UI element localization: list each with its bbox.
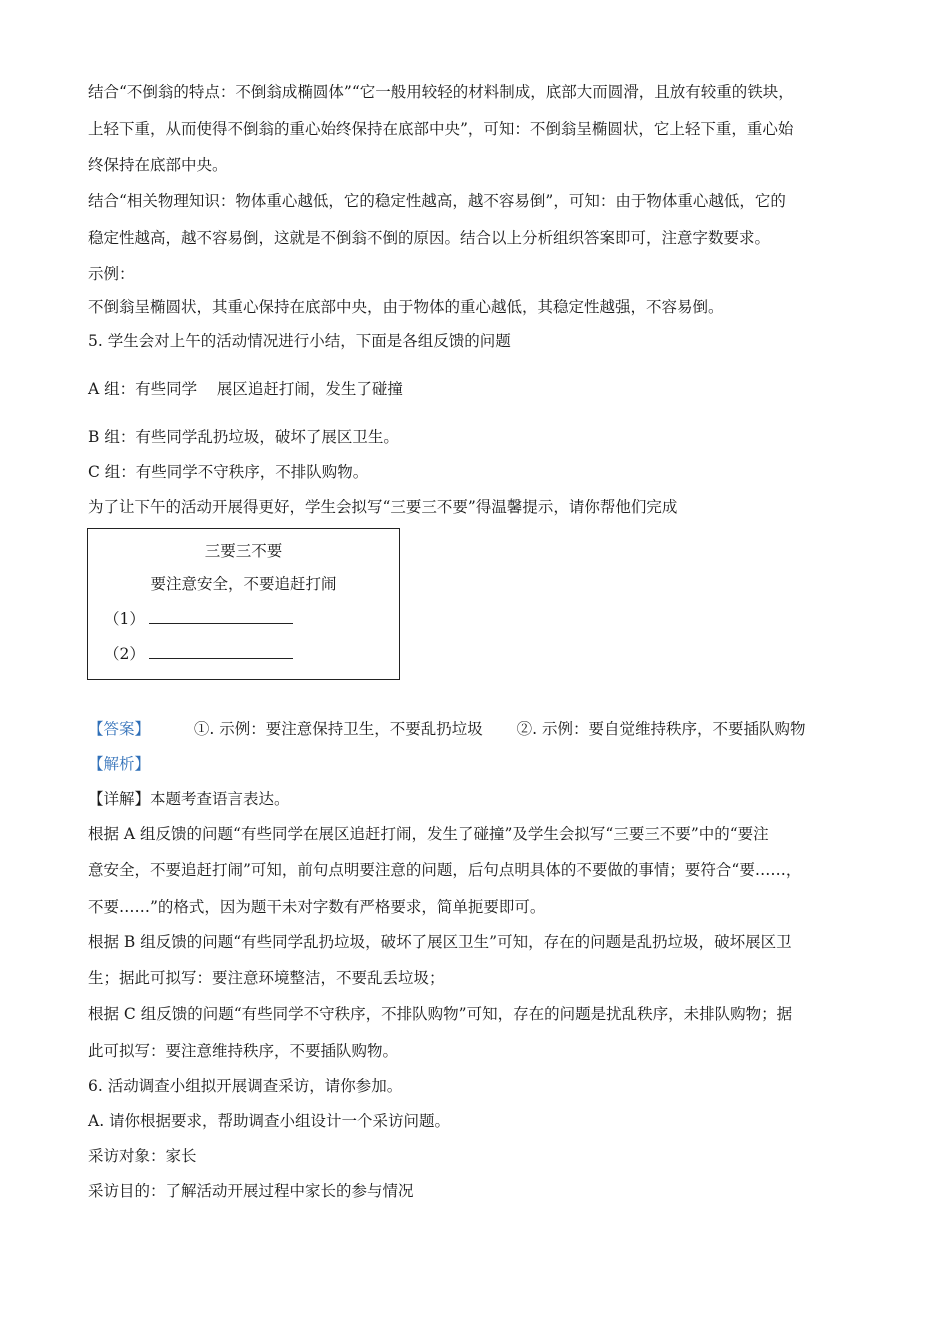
interview-purpose: 采访目的：了解活动开展过程中家长的参与情况: [88, 1182, 414, 1200]
group-b-feedback: B 组：有些同学乱扔垃圾，破坏了展区卫生。: [88, 428, 399, 446]
paragraph-line: 结合“相关物理知识：物体重心越低，它的稳定性越高，越不容易倒”，可知：由于物体重心越低，它的: [88, 192, 786, 210]
interview-target: 采访对象：家长: [88, 1147, 197, 1165]
answer-2: ②. 示例：要自觉维持秩序，不要插队购物: [516, 720, 806, 738]
paragraph-line: 示例：: [88, 265, 135, 283]
reminder-box: [87, 528, 400, 680]
paragraph-line: 意安全，不要追赶打闹”可知，前句点明要注意的问题，后句点明具体的不要做的事情；要符合“要……，: [88, 861, 802, 879]
paragraph-line: 结合“不倒翁的特点：不倒翁成椭圆体”“它一般用较轻的材料制成，底部大而圆滑，且放有较重的铁块，: [88, 83, 794, 101]
reminder-box-example: 要注意安全，不要追赶打闹: [150, 575, 337, 593]
question-5-heading: 5. 学生会对上午的活动情况进行小结，下面是各组反馈的问题: [88, 332, 511, 350]
paragraph-line: 此可拟写：要注意维持秩序，不要插队购物。: [88, 1042, 399, 1060]
paragraph-line: 根据 A 组反馈的问题“有些同学在展区追赶打闹，发生了碰撞”及学生会拟写“三要三不要”中的“要注: [88, 825, 769, 843]
blank-1-line: [149, 609, 293, 624]
reminder-box-title: 三要三不要: [204, 542, 283, 560]
blank-1-label: （1）: [104, 610, 145, 628]
paragraph-line: A. 请你根据要求，帮助调查小组设计一个采访问题。: [88, 1112, 451, 1130]
group-c-feedback: C 组：有些同学不守秩序，不排队购物。: [88, 463, 369, 481]
blank-1: [104, 609, 293, 629]
answer-1: ①. 示例：要注意保持卫生，不要乱扔垃圾: [193, 720, 483, 738]
paragraph-line: 根据 C 组反馈的问题“有些同学不守秩序，不排队购物”可知，存在的问题是扰乱秩序，未排队购物；据: [88, 1005, 793, 1023]
blank-2-label: （2）: [104, 645, 145, 663]
answer-tag: 【答案】: [88, 720, 151, 738]
task-instruction: 为了让下午的活动开展得更好，学生会拟写“三要三不要”得温馨提示，请你帮他们完成: [88, 498, 678, 516]
paragraph-line: 不倒翁呈椭圆状，其重心保持在底部中央，由于物体的重心越低，其稳定性越强，不容易倒。: [88, 298, 724, 316]
paragraph-line: 【详解】本题考查语言表达。: [88, 790, 290, 808]
blank-2: [104, 644, 293, 664]
paragraph-line: 终保持在底部中央。: [88, 156, 228, 174]
answer-line: [88, 719, 805, 739]
paragraph-line: 不要……”的格式，因为题干未对字数有严格要求，简单扼要即可。: [88, 898, 546, 916]
paragraph-line: 生；据此可拟写：要注意环境整洁，不要乱丢垃圾；: [88, 969, 445, 987]
blank-2-line: [149, 644, 293, 659]
analysis-tag: 【解析】: [88, 755, 151, 773]
paragraph-line: 上轻下重，从而使得不倒翁的重心始终保持在底部中央”，可知：不倒翁呈椭圆状，它上轻下重，重心始: [88, 120, 794, 138]
question-6-heading: 6. 活动调查小组拟开展调查采访，请你参加。: [88, 1077, 403, 1095]
paragraph-line: 根据 B 组反馈的问题“有些同学乱扔垃圾，破坏了展区卫生”可知，存在的问题是乱扔垃圾，破坏展区卫: [88, 933, 792, 951]
paragraph-line: 稳定性越高，越不容易倒，这就是不倒翁不倒的原因。结合以上分析组织答案即可，注意字数要求。: [88, 229, 771, 247]
group-a-feedback: A 组：有些同学 展区追赶打闹，发生了碰撞: [88, 380, 403, 398]
